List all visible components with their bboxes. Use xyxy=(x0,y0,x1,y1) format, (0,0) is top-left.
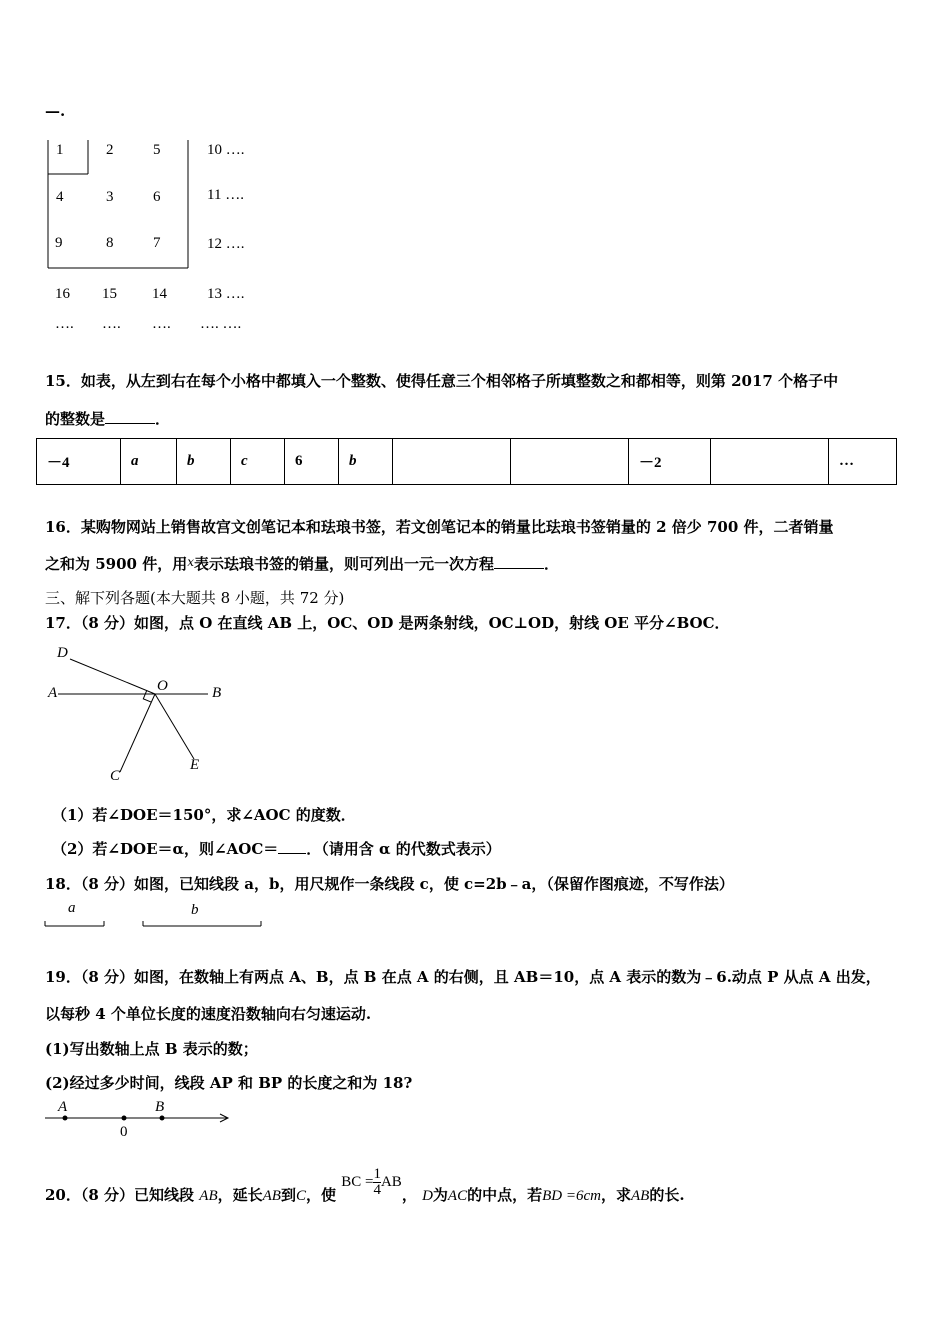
label-A: A xyxy=(58,1099,68,1115)
q19-sub1: (1)写出数轴上点 B 表示的数； xyxy=(45,1040,258,1058)
q20-fraction xyxy=(373,1167,381,1198)
q16-end: ． xyxy=(544,555,560,573)
q16-line2b: 表示珐琅书签的销量，则可列出一元一次方程 xyxy=(193,555,494,573)
q16-var: x xyxy=(187,555,194,569)
table-cell xyxy=(711,439,829,485)
grid-cell: 7 xyxy=(153,235,161,251)
label-B: B xyxy=(155,1099,165,1115)
label-a: a xyxy=(68,900,76,916)
grid-cell: 2 xyxy=(106,142,114,158)
grid-cell: 8 xyxy=(106,235,114,251)
table-cell: b xyxy=(339,439,393,485)
q20-bc-rhs: AB xyxy=(380,1174,402,1190)
q20-line xyxy=(45,1164,685,1204)
q20-text: 的长. xyxy=(649,1186,685,1204)
q16-line2 xyxy=(45,553,559,574)
grid-cell: 16 xyxy=(55,286,70,302)
label-D: D xyxy=(57,645,68,661)
q15-end: ． xyxy=(155,410,171,428)
q17-sub2a: （2）若∠DOE＝α，则∠AOC＝ xyxy=(52,840,279,858)
q17-stem: 17．（8 分）如图，点 O 在直线 AB 上，OC、OD 是两条射线，OC⊥OD，射线 OE 平分∠BOC． xyxy=(45,614,730,632)
label-E: E xyxy=(190,757,200,773)
grid-cell: 4 xyxy=(56,189,64,205)
q19-line2: 以每秒 4 个单位长度的速度沿数轴向右匀速运动. xyxy=(45,1005,372,1023)
grid-cell: 9 xyxy=(55,235,63,251)
q20-var-AB: AB xyxy=(630,1188,650,1204)
grid-cell: 15 xyxy=(102,286,117,302)
fraction-denominator: 4 xyxy=(373,1182,381,1198)
q20-text: ， xyxy=(401,1186,417,1204)
angle-figure xyxy=(40,640,240,790)
segments-figure xyxy=(40,915,270,935)
answer-blank xyxy=(105,423,155,424)
q17-sub1: （1）若∠DOE＝150°，求∠AOC 的度数． xyxy=(52,806,356,824)
table-cell: 6 xyxy=(285,439,339,485)
q16-line2a: 之和为 5900 件，用 xyxy=(45,555,188,573)
table-cell: c xyxy=(231,439,285,485)
q20-var-BD: BD =6cm xyxy=(542,1188,601,1204)
label-b: b xyxy=(191,902,199,918)
q19-sub2: (2)经过多少时间，线段 AP 和 BP 的长度之和为 18? xyxy=(45,1074,413,1092)
q20-var-AB: AB xyxy=(199,1188,218,1204)
q15-line2 xyxy=(45,408,170,429)
answer-blank xyxy=(278,853,306,854)
grid-cell: …. xyxy=(152,316,171,332)
grid-dash: —. xyxy=(45,102,66,120)
q20-text: ，求 xyxy=(600,1186,631,1204)
q20-var-D: D xyxy=(422,1188,433,1204)
q20-text: 的中点，若 xyxy=(467,1186,543,1204)
q20-text: 为 xyxy=(432,1186,448,1204)
table-cell xyxy=(393,439,511,485)
q20-text: 20．（8 分）已知线段 xyxy=(45,1186,195,1204)
label-O: O xyxy=(157,678,168,694)
q19-line1: 19．（8 分）如图，在数轴上有两点 A、B，点 B 在点 A 的右侧，且 AB＝10，点 A 表示的数为﹣6.动点 P 从点 A 出发， xyxy=(45,968,881,986)
grid-cell: 12 …. xyxy=(207,236,245,252)
grid-cell: 11 …. xyxy=(207,187,244,203)
label-B: B xyxy=(212,685,222,701)
grid-cell: 1 xyxy=(56,142,64,158)
q18-stem: 18．（8 分）如图，已知线段 a，b，用尺规作一条线段 c，使 c=2b﹣a，（保留作图痕迹，不写作法） xyxy=(45,875,734,893)
q20-text: ，延长 xyxy=(217,1186,263,1204)
grid-cell: …. xyxy=(55,316,74,332)
grid-cell: 5 xyxy=(153,142,161,158)
grid-cell: 10 …. xyxy=(207,142,245,158)
q16-line1: 16．某购物网站上销售故宫文创笔记本和珐琅书签，若文创笔记本的销量比珐琅书签销量的 2 倍少 700 件，二者销量 xyxy=(45,518,834,536)
q15-line2-text: 的整数是 xyxy=(45,410,106,428)
q20-var-AB: AB xyxy=(262,1188,281,1204)
table-cell: －2 xyxy=(629,439,711,485)
grid-cell: …. xyxy=(102,316,121,332)
q20-var-C: C xyxy=(295,1188,306,1204)
q20-text: ，使 xyxy=(305,1186,336,1204)
q20-var-AC: AC xyxy=(447,1188,468,1204)
table-cell: a xyxy=(121,439,177,485)
answer-blank xyxy=(494,568,544,569)
section-heading: 三、解下列各题(本大题共 8 小题，共 72 分) xyxy=(45,589,345,607)
table-cell: b xyxy=(177,439,231,485)
label-A: A xyxy=(48,685,58,701)
table-cell: －4 xyxy=(37,439,121,485)
q17-sub2b: ．（请用含 α 的代数式表示） xyxy=(306,840,501,858)
grid-cell: 14 xyxy=(152,286,167,302)
q15-table xyxy=(36,438,897,485)
grid-cell: 13 …. xyxy=(207,286,245,302)
grid-cell: …. …. xyxy=(200,316,242,332)
fraction-numerator: 1 xyxy=(373,1166,381,1182)
q17-sub2 xyxy=(52,838,501,859)
table-cell xyxy=(511,439,629,485)
grid-cell: 6 xyxy=(153,189,161,205)
q20-bc-lhs: BC = xyxy=(341,1174,374,1190)
grid-cell: 3 xyxy=(106,189,114,205)
table-cell: … xyxy=(829,439,897,485)
label-C: C xyxy=(110,768,121,784)
label-zero: 0 xyxy=(120,1124,128,1140)
q20-text: 到 xyxy=(280,1186,296,1204)
number-line-figure xyxy=(40,1108,240,1132)
q15-line1: 15．如表，从左到右在每个小格中都填入一个整数、使得任意三个相邻格子所填整数之和都相等，则第 2017 个格子中 xyxy=(45,372,839,390)
